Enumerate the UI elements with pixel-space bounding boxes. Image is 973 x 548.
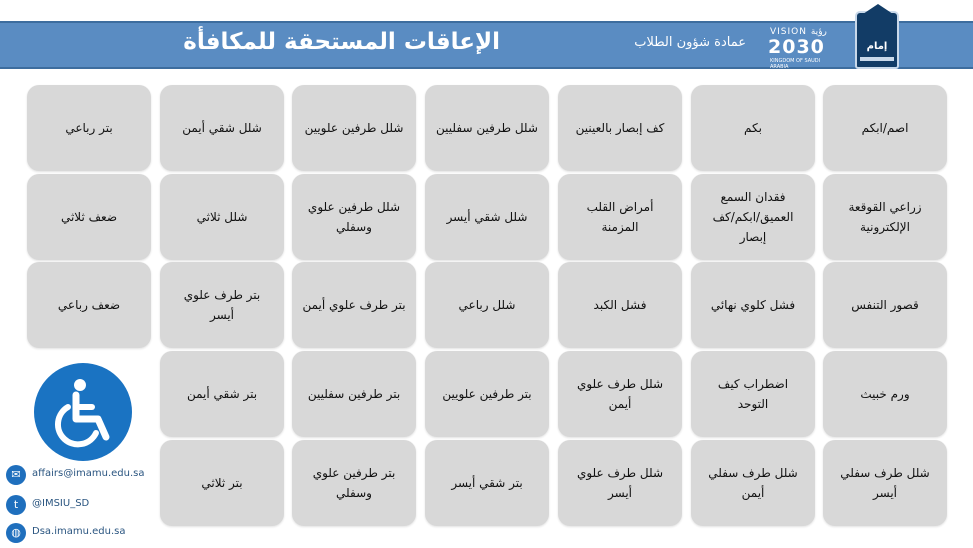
wheelchair-icon <box>34 363 132 461</box>
disability-label: بتر شقي أيسر <box>451 476 523 490</box>
twitter-text[interactable]: @IMSIU_SD <box>32 498 90 509</box>
disability-card <box>691 262 815 348</box>
disability-label: ورم خبيث <box>860 387 910 401</box>
disability-label: شلل رباعي <box>458 298 516 312</box>
disability-card <box>691 85 815 171</box>
university-logo: إمام <box>855 11 899 69</box>
disability-label: شلل طرف علوي أيسر <box>576 466 664 500</box>
twitter-icon: t <box>6 495 26 515</box>
disability-label: كف إبصار بالعينين <box>575 121 665 135</box>
disability-label: بتر ثلاثي <box>201 476 243 490</box>
disability-card <box>823 85 947 171</box>
disability-label: اضطراب كيف التوحد <box>717 377 789 411</box>
disability-label: فقدان السمع العميق/ابكم/كف إبصار <box>712 190 794 244</box>
disability-card <box>292 85 416 171</box>
page-title: الإعاقات المستحقة للمكافأة <box>183 29 500 55</box>
disability-label: بتر رباعي <box>65 121 113 135</box>
disability-card <box>691 351 815 437</box>
disability-label: فشل كلوي نهائي <box>710 298 796 312</box>
disability-label: ضعف ثلاثي <box>60 210 118 224</box>
disability-label: اصم/ابكم <box>861 121 909 135</box>
email-icon: ✉ <box>6 465 26 485</box>
contact-email[interactable] <box>6 465 176 489</box>
vision-2030-logo: VISION رؤية 2030 KINGDOM OF SAUDI ARABIA <box>768 27 827 70</box>
globe-icon: ◍ <box>6 523 26 543</box>
disability-card <box>558 85 682 171</box>
disability-label: قصور التنفس <box>851 298 919 312</box>
disability-card <box>160 174 284 260</box>
website-text[interactable]: Dsa.imamu.edu.sa <box>32 526 126 537</box>
disability-label: بتر طرفين سفليين <box>307 387 401 401</box>
disability-card <box>691 174 815 260</box>
contact-twitter[interactable] <box>6 495 176 519</box>
disability-card <box>823 174 947 260</box>
disability-label: ضعف رباعي <box>57 298 121 312</box>
disability-card <box>160 262 284 348</box>
disability-card <box>160 85 284 171</box>
disability-card <box>425 440 549 526</box>
disability-label: شلل شقي أيمن <box>182 121 262 135</box>
disability-label: بتر طرف علوي أيسر <box>183 288 261 322</box>
disability-card <box>558 351 682 437</box>
disability-card <box>691 440 815 526</box>
disability-label: شلل طرفين سفليين <box>436 121 538 135</box>
disability-card <box>558 174 682 260</box>
disability-card <box>292 262 416 348</box>
disability-label: بتر طرفين علويين <box>442 387 532 401</box>
disability-label: شلل طرف سفلي أيمن <box>708 466 798 500</box>
disability-card <box>558 440 682 526</box>
disability-card <box>27 262 151 348</box>
disability-label: بتر شقي أيمن <box>186 387 258 401</box>
disability-label: بكم <box>744 121 762 135</box>
department-name: عمادة شؤون الطلاب <box>634 35 746 50</box>
disability-label: زراعي القوقعة الإلكترونية <box>848 200 922 234</box>
disability-card <box>292 351 416 437</box>
disability-card <box>292 440 416 526</box>
disability-card <box>425 351 549 437</box>
contact-website[interactable] <box>6 523 176 547</box>
disability-label: شلل طرفين علويين <box>304 121 404 135</box>
disability-card <box>425 262 549 348</box>
disability-label: بتر طرف علوي أيمن <box>302 298 406 312</box>
disability-card <box>425 85 549 171</box>
disability-card <box>558 262 682 348</box>
disability-card <box>27 174 151 260</box>
disability-card <box>160 351 284 437</box>
disability-card <box>292 174 416 260</box>
disability-card <box>425 174 549 260</box>
disability-label: شلل طرف سفلي أيسر <box>840 466 930 500</box>
disability-label: أمراض القلب المزمنة <box>586 200 654 234</box>
disability-card <box>823 440 947 526</box>
disability-card <box>823 351 947 437</box>
contact-info <box>6 463 176 548</box>
disability-label: شلل ثلاثي <box>196 210 248 224</box>
disability-label: فشل الكبد <box>593 298 647 312</box>
disability-label: شلل شقي أيسر <box>446 210 528 224</box>
email-text[interactable]: affairs@imamu.edu.sa <box>32 468 145 479</box>
disability-label: شلل طرفين علوي وسفلي <box>307 200 401 234</box>
disability-label: بتر طرفين علوي وسفلي <box>312 466 396 500</box>
disability-card <box>27 85 151 171</box>
disability-label: شلل طرف علوي أيمن <box>576 377 664 411</box>
disability-card <box>160 440 284 526</box>
disability-card <box>823 262 947 348</box>
